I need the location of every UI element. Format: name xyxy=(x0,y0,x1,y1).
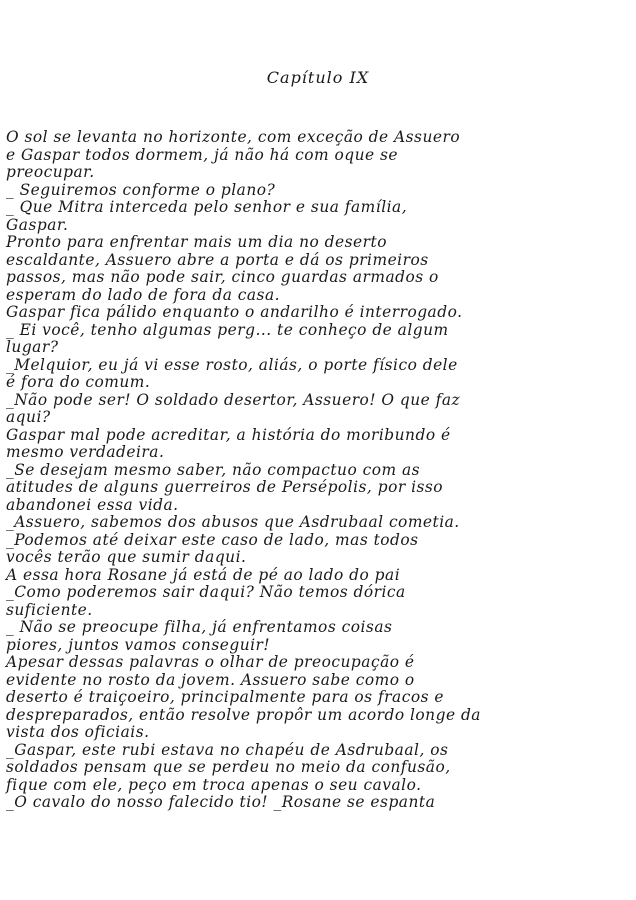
chapter-title: Capítulo IX xyxy=(266,68,370,87)
text-line: passos, mas não pode sair, cinco guardas armados o xyxy=(6,268,439,286)
text-line: vocês terão que sumir daqui. xyxy=(6,548,247,566)
text-line: evidente no rosto da jovem. Assuero sabe como o xyxy=(6,670,415,689)
chapter-body xyxy=(6,129,632,812)
text-line: aqui? xyxy=(6,408,51,426)
text-line: preocupar. xyxy=(6,163,95,181)
text-line: Gaspar fica pálido enquanto o andarilho é interrogado. xyxy=(6,303,463,321)
text-line: suficiente. xyxy=(6,600,93,619)
text-line: despreparados, então resolve propôr um acordo longe da xyxy=(6,705,481,724)
text-line: abandonei essa vida. xyxy=(6,495,179,514)
text-line: _ Não se preocupe filha, já enfrentamos coisas xyxy=(6,618,393,636)
text-line: Gaspar. xyxy=(6,215,69,234)
text-line: escaldante, Assuero abre a porta e dá os primeiros xyxy=(6,250,429,269)
text-line: soldados pensam que se perdeu no meio da confusão, xyxy=(6,758,451,776)
text-line: e Gaspar todos dormem, já não há com oque se xyxy=(6,145,399,164)
text-line: Pronto para enfrentar mais um dia no deserto xyxy=(6,233,387,251)
text-line: deserto é traiçoeiro, principalmente para os fracos e xyxy=(6,688,444,706)
text-line: lugar? xyxy=(6,338,59,356)
text-line: _O cavalo do nosso falecido tio! _Rosane se espanta xyxy=(6,793,436,811)
text-line: Gaspar mal pode acreditar, a história do moribundo é xyxy=(6,425,451,444)
text-line: é fora do comum. xyxy=(6,373,151,391)
text-line: Apesar dessas palavras o olhar de preocupação é xyxy=(6,653,415,671)
text-line: _Gaspar, este rubi estava no chapéu de Asdrubaal, os xyxy=(6,740,449,759)
text-line: _ Ei você, tenho algumas perg... te conheço de algum xyxy=(6,320,449,339)
text-line: _Podemos até deixar este caso de lado, mas todos xyxy=(6,530,419,549)
text-line: O sol se levanta no horizonte, com exceção de Assuero xyxy=(6,128,461,146)
text-line: fique com ele, peço em troca apenas o seu cavalo. xyxy=(6,775,422,794)
text-line: vista dos oficiais. xyxy=(6,723,150,741)
text-line: _Como poderemos sair daqui? Não temos dórica xyxy=(6,583,406,601)
text-line: A essa hora Rosane já está de pé ao lado do pai xyxy=(6,565,401,584)
text-line: piores, juntos vamos conseguir! xyxy=(6,635,271,654)
text-line: _Melquior, eu já vi esse rosto, aliás, o porte físico dele xyxy=(6,355,458,374)
text-line: atitudes de alguns guerreiros de Persépolis, por isso xyxy=(6,478,444,496)
text-line: _Não pode ser! O soldado desertor, Assuero! O que faz xyxy=(6,390,461,409)
text-line: _ Seguiremos conforme o plano? xyxy=(6,180,276,199)
text-line: _Se desejam mesmo saber, não compactuo com as xyxy=(6,460,421,479)
text-line: mesmo verdadeira. xyxy=(6,443,165,461)
text-line: _ Que Mitra interceda pelo senhor e sua família, xyxy=(6,198,408,216)
text-line: esperam do lado de fora da casa. xyxy=(6,285,281,304)
text-line: _Assuero, sabemos dos abusos que Asdrubaal cometia. xyxy=(6,513,460,531)
